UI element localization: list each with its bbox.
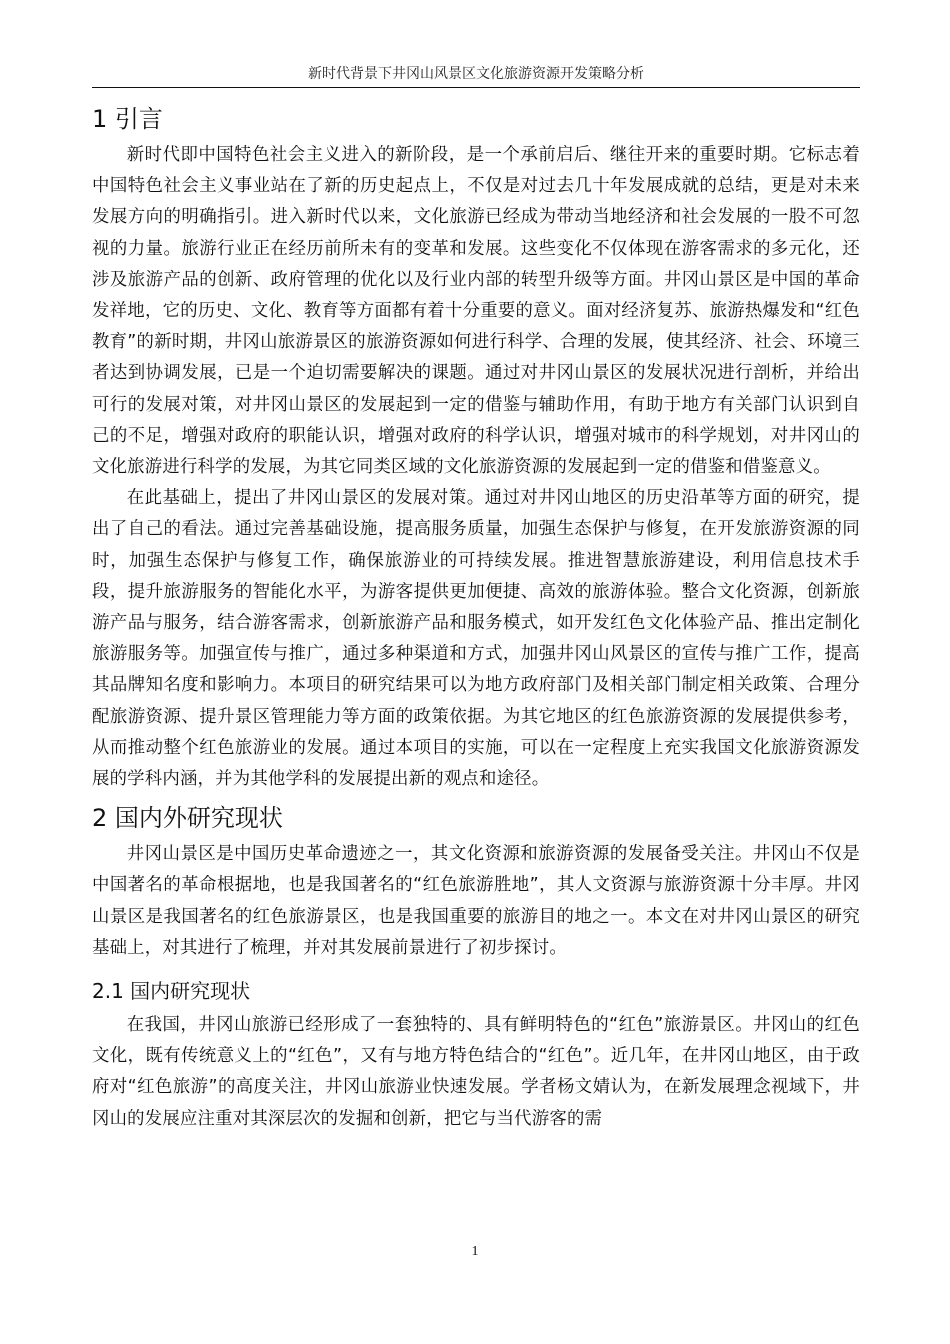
paragraph: 新时代即中国特色社会主义进入的新阶段，是一个承前启后、继往开来的重要时期。它标志着中国特色社会主义事业站在了新的历史起点上，不仅是对过去几十年发展成就的总结，更是对未来发展方向的明确指引。进入新时代以来，文化旅游已经成为带动当地经济和社会发展的一股不可忽视的力量。旅游行业正在经历前所未有的变革和发展。这些变化不仅体现在游客需求的多元化，还涉及旅游产品的创新、政府管理的优化以及行业内部的转型升级等方面。井冈山景区是中国的革命发祥地，它的历史、文化、教育等方面都有着十分重要的意义。面对经济复苏、旅游热爆发和“红色教育”的新时期，井冈山旅游景区的旅游资源如何进行科学、合理的发展，使其经济、社会、环境三者达到协调发展，已是一个迫切需要解决的课题。通过对井冈山景区的发展状况进行剖析，并给出可行的发展对策，对井冈山景区的发展起到一定的借鉴与辅助作用，有助于地方有关部门认识到自己的不足，增强对政府的职能认识，增强对政府的科学认识，增强对城市的科学规划，对井冈山的文化旅游进行科学的发展，为其它同类区域的文化旅游资源的发展起到一定的借鉴和借鉴意义。 [92, 145, 860, 478]
body-content [92, 100, 860, 1135]
paragraph: 在此基础上，提出了井冈山景区的发展对策。通过对井冈山地区的历史沿革等方面的研究，提出了自己的看法。通过完善基础设施，提高服务质量，加强生态保护与修复，在开发旅游资源的同时，加强生态保护与修复工作，确保旅游业的可持续发展。推进智慧旅游建设，利用信息技术手段，提升旅游服务的智能化水平，为游客提供更加便捷、高效的旅游体验。整合文化资源，创新旅游产品与服务，结合游客需求，创新旅游产品和服务模式，如开发红色文化体验产品、推出定制化旅游服务等。加强宣传与推广，通过多种渠道和方式，加强井冈山风景区的宣传与推广工作，提高其品牌知名度和影响力。本项目的研究结果可以为地方政府部门及相关部门制定相关政策、合理分配旅游资源、提升景区管理能力等方面的政策依据。为其它地区的红色旅游资源的发展提供参考，从而推动整个红色旅游业的发展。通过本项目的实施，可以在一定程度上充实我国文化旅游资源发展的学科内涵，并为其他学科的发展提出新的观点和途径。 [92, 488, 860, 790]
paragraph: 井冈山景区是中国历史革命遗迹之一，其文化资源和旅游资源的发展备受关注。井冈山不仅是中国著名的革命根据地，也是我国著名的“红色旅游胜地”，其人文资源与旅游资源十分丰厚。井冈山景区是我国著名的红色旅游景区，也是我国重要的旅游目的地之一。本文在对井冈山景区的研究基础上，对其进行了梳理，并对其发展前景进行了初步探讨。 [92, 844, 860, 958]
subsection-heading-domestic-research: 2.1 国内研究现状 [92, 979, 251, 1004]
paragraph: 在我国，井冈山旅游已经形成了一套独特的、具有鲜明特色的“红色”旅游景区。井冈山的红色文化，既有传统意义上的“红色”，又有与地方特色结合的“红色”。近几年，在井冈山地区，由于政府对“红色旅游”的高度关注，井冈山旅游业快速发展。学者杨文婧认为，在新发展理念视域下，井冈山的发展应注重对其深层次的发掘和创新，把它与当代游客的需 [92, 1015, 860, 1129]
section-heading-introduction: 1 引言 [92, 105, 163, 133]
page-number: 1 [471, 1244, 479, 1259]
running-header: 新时代背景下井冈山风景区文化旅游资源开发策略分析 [308, 66, 644, 82]
header-divider [92, 87, 860, 88]
section-heading-research-status: 2 国内外研究现状 [92, 804, 283, 833]
